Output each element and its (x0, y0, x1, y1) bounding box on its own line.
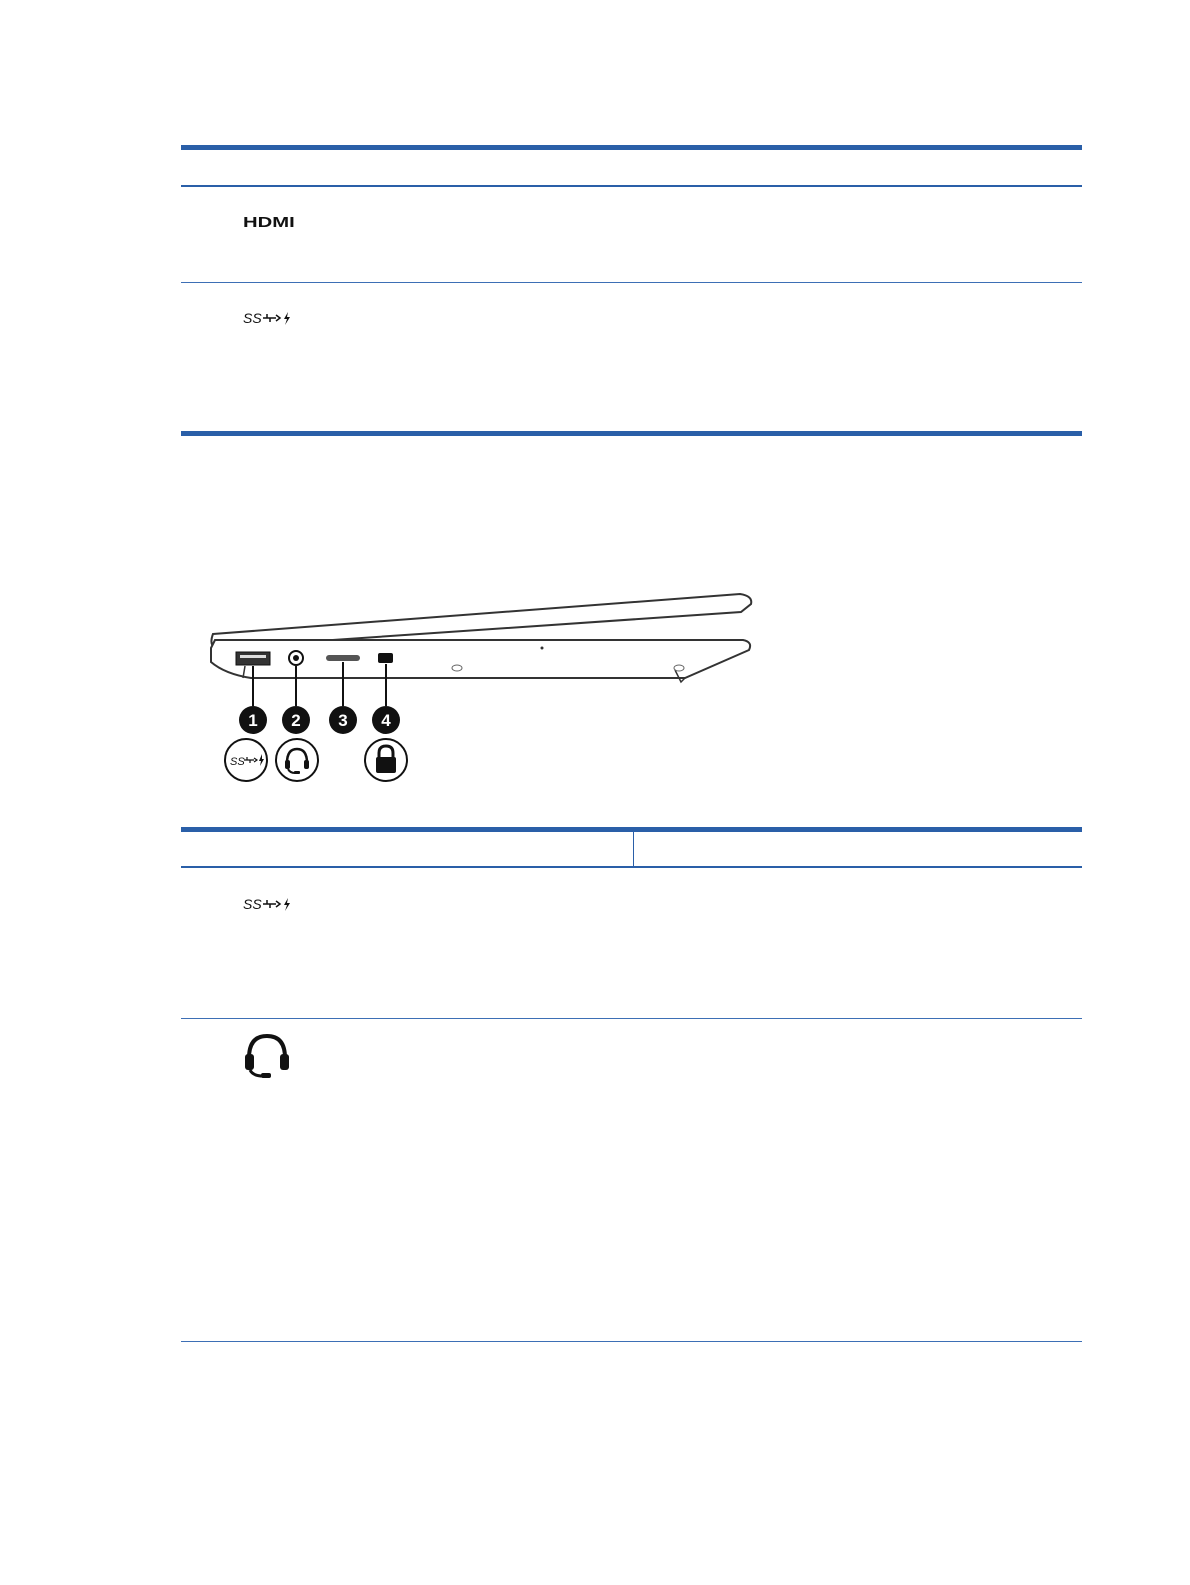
callout-1-number: 1 (248, 711, 258, 730)
callout-3-number: 3 (338, 711, 348, 730)
headset-icon (274, 738, 320, 787)
callout-2-number: 2 (291, 711, 301, 730)
top-table-row-divider (181, 282, 1082, 283)
top-table-bottom-rule (181, 431, 1082, 436)
callout-2-badge (281, 705, 311, 740)
usb-superspeed-power-icon (220, 738, 274, 787)
bottom-table-row-divider (181, 1018, 1082, 1019)
usb-superspeed-power-icon (243, 895, 295, 918)
lock-icon (363, 738, 409, 787)
bottom-table-bottom-rule (181, 1341, 1082, 1342)
hdmi-icon: HDMI (243, 214, 295, 231)
callout-4-number: 4 (381, 711, 391, 730)
headset-icon (243, 1032, 291, 1083)
bottom-table-top-rule (181, 827, 1082, 832)
usb-superspeed-power-icon (243, 309, 295, 332)
callout-4-badge (371, 705, 401, 740)
bottom-table-header-column-divider (633, 832, 634, 866)
top-table-top-rule (181, 145, 1082, 150)
bottom-table-header-rule (181, 866, 1082, 868)
top-table-header-rule (181, 185, 1082, 187)
callout-3-badge (328, 705, 358, 740)
ss-text: SS (243, 896, 262, 912)
callout-1-badge (238, 705, 268, 740)
ss-text: SS (243, 310, 262, 326)
svg-text:SS: SS (230, 756, 245, 768)
